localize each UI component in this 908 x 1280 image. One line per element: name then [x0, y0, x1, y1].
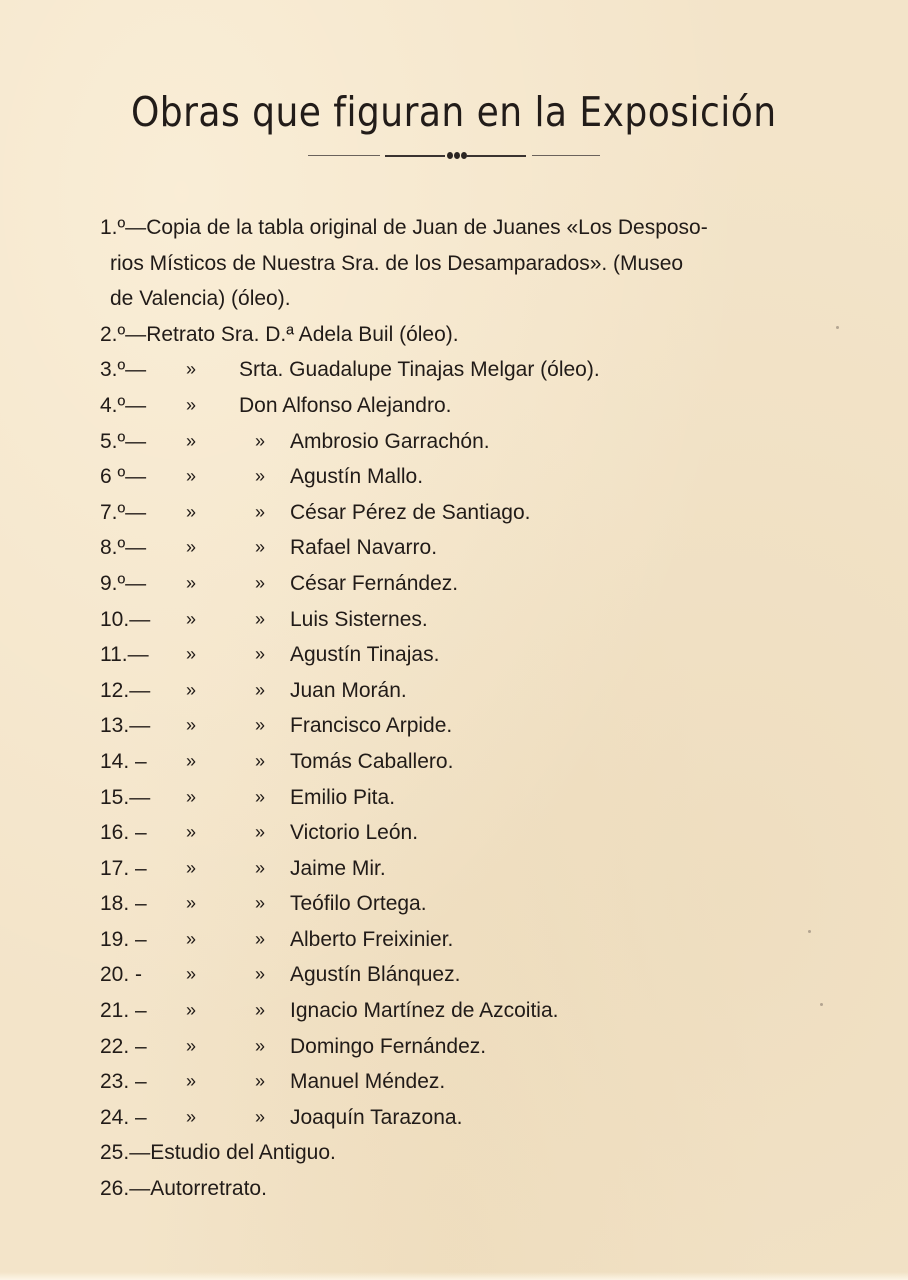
list-item	[100, 210, 840, 317]
item-text: Ignacio Martínez de Azcoitia.	[290, 999, 559, 1023]
ditto-mark: »	[255, 1106, 266, 1127]
ditto-mark: »	[186, 715, 197, 736]
item-text: Jaime Mir.	[290, 856, 386, 880]
item-number: 11.—	[100, 643, 149, 667]
item-number: 22. –	[100, 1034, 147, 1058]
item-number: 5.º—	[100, 429, 147, 453]
ditto-mark: »	[186, 1000, 197, 1021]
rule-segment	[532, 155, 600, 156]
ditto-mark: »	[186, 750, 197, 771]
list-item	[100, 424, 840, 460]
list-item	[100, 459, 840, 495]
item-number: 16. –	[100, 821, 147, 845]
item-text: Emilio Pita.	[290, 785, 396, 809]
ditto-mark: »	[186, 1071, 197, 1092]
paper-speck	[820, 1003, 823, 1006]
paper-speck	[808, 930, 811, 933]
item-number: 4.º—	[100, 393, 147, 417]
item-text: Juan Morán.	[290, 678, 407, 702]
list-item	[100, 352, 840, 388]
paper-edge	[0, 1272, 908, 1280]
ditto-mark: »	[255, 1071, 266, 1092]
item-text: Retrato Sra. D.ª Adela Buil (óleo).	[146, 322, 459, 346]
ditto-mark: »	[255, 893, 266, 914]
ditto-mark: »	[255, 466, 266, 487]
ditto-mark: »	[186, 430, 197, 451]
item-number: 26.—	[100, 1177, 151, 1201]
list-item	[100, 1171, 840, 1207]
ditto-mark: »	[186, 466, 197, 487]
item-number: 7.º—	[100, 500, 147, 524]
item-text-line: rios Místicos de Nuestra Sra. de los Desamparados». (Museo	[110, 251, 684, 275]
item-text: Victorio León.	[290, 821, 419, 845]
ditto-mark: »	[186, 572, 197, 593]
list-item	[100, 780, 840, 816]
ditto-mark: »	[255, 857, 266, 878]
item-number: 19. –	[100, 927, 147, 951]
paper-speck	[836, 326, 839, 329]
ditto-mark: »	[255, 1035, 266, 1056]
item-text: Domingo Fernández.	[290, 1034, 487, 1058]
ditto-mark: »	[186, 608, 197, 629]
ditto-mark: »	[255, 430, 266, 451]
ornament-dot	[447, 152, 453, 159]
item-text: Tomás Caballero.	[290, 749, 454, 773]
item-text: Srta. Guadalupe Tinajas Melgar (óleo).	[239, 358, 600, 382]
list-item	[100, 1135, 840, 1171]
item-text: Agustín Tinajas.	[290, 643, 440, 667]
list-item	[100, 566, 840, 602]
item-text: Estudio del Antiguo.	[150, 1141, 336, 1165]
item-text-line: Copia de la tabla original de Juan de Juanes «Los Desposo-	[146, 216, 708, 239]
ditto-mark: »	[255, 750, 266, 771]
works-list	[100, 210, 840, 1207]
item-number: 9.º—	[100, 571, 147, 595]
item-number: 20. -	[100, 963, 143, 987]
ditto-mark: »	[255, 786, 266, 807]
item-number: 18. –	[100, 892, 147, 916]
ditto-mark: »	[186, 928, 197, 949]
item-text-line: de Valencia) (óleo).	[110, 287, 291, 311]
page-title: Obras que figuran en la Exposición	[130, 88, 777, 136]
ditto-mark: »	[186, 964, 197, 985]
ditto-mark: »	[255, 608, 266, 629]
ditto-mark: »	[186, 501, 197, 522]
ditto-mark: »	[255, 928, 266, 949]
item-text: Autorretrato.	[150, 1177, 267, 1201]
item-text: Don Alfonso Alejandro.	[239, 393, 452, 417]
item-number: 17. –	[100, 856, 147, 880]
rule-ornament-icon	[444, 151, 468, 160]
item-text: César Pérez de Santiago.	[290, 500, 531, 524]
list-item	[100, 637, 840, 673]
item-number: 1.º—	[100, 216, 147, 239]
item-text: César Fernández.	[290, 571, 459, 595]
ditto-mark: »	[255, 572, 266, 593]
item-text: Agustín Blánquez.	[290, 963, 461, 987]
list-item	[100, 993, 840, 1029]
list-item	[100, 530, 840, 566]
rule-segment	[385, 155, 445, 157]
ditto-mark: »	[255, 679, 266, 700]
list-item	[100, 317, 840, 353]
item-text: Ambrosio Garrachón.	[290, 429, 490, 453]
ditto-mark: »	[255, 822, 266, 843]
list-item	[100, 1029, 840, 1065]
item-text: Luis Sisternes.	[290, 607, 428, 631]
list-item	[100, 922, 840, 958]
ditto-mark: »	[186, 857, 197, 878]
list-item	[100, 673, 840, 709]
ditto-mark: »	[186, 822, 197, 843]
item-text: Agustín Mallo.	[290, 465, 424, 489]
ditto-mark: »	[186, 537, 197, 558]
item-text: Rafael Navarro.	[290, 536, 438, 560]
item-number: 14. –	[100, 749, 147, 773]
list-item	[100, 886, 840, 922]
list-item	[100, 851, 840, 887]
rule-segment	[466, 155, 526, 157]
item-text: Joaquín Tarazona.	[290, 1105, 463, 1129]
ditto-mark: »	[186, 359, 197, 380]
ditto-mark: »	[255, 501, 266, 522]
item-text: Alberto Freixinier.	[290, 927, 454, 951]
ditto-mark: »	[186, 644, 197, 665]
ditto-mark: »	[186, 394, 197, 415]
list-item	[100, 708, 840, 744]
ditto-mark: »	[255, 964, 266, 985]
rule-segment	[308, 155, 380, 156]
decorative-rule-icon	[308, 150, 600, 160]
list-item	[100, 815, 840, 851]
list-item	[100, 602, 840, 638]
item-number: 23. –	[100, 1070, 147, 1094]
ditto-mark: »	[186, 1035, 197, 1056]
ditto-mark: »	[186, 893, 197, 914]
list-item	[100, 495, 840, 531]
item-text: Teófilo Ortega.	[290, 892, 427, 916]
item-number: 8.º—	[100, 536, 147, 560]
ditto-mark: »	[255, 715, 266, 736]
list-item	[100, 388, 840, 424]
item-number: 10.—	[100, 607, 151, 631]
list-item	[100, 957, 840, 993]
list-item	[100, 744, 840, 780]
list-item	[100, 1100, 840, 1136]
item-number: 3.º—	[100, 358, 147, 382]
ditto-mark: »	[186, 786, 197, 807]
item-text: Manuel Méndez.	[290, 1070, 446, 1094]
item-number: 12.—	[100, 678, 151, 702]
item-number: 25.—	[100, 1141, 151, 1165]
ornament-dot	[454, 152, 460, 159]
item-number: 15.—	[100, 785, 151, 809]
item-text: Francisco Arpide.	[290, 714, 453, 738]
item-number: 21. –	[100, 999, 147, 1023]
item-number: 24. –	[100, 1105, 147, 1129]
ditto-mark: »	[255, 537, 266, 558]
ditto-mark: »	[255, 1000, 266, 1021]
ditto-mark: »	[186, 1106, 197, 1127]
list-item	[100, 1064, 840, 1100]
ditto-mark: »	[255, 644, 266, 665]
ditto-mark: »	[186, 679, 197, 700]
item-number: 6 º—	[100, 465, 147, 489]
item-number: 2.º—	[100, 322, 147, 346]
item-number: 13.—	[100, 714, 151, 738]
